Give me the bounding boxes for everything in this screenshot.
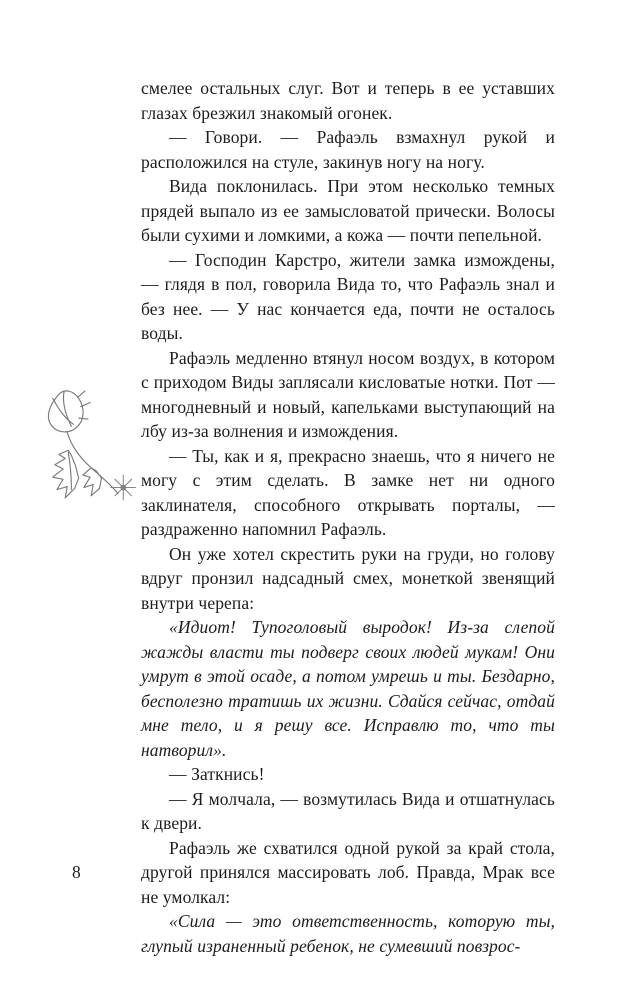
- paragraph: — Говори. — Рафаэль взмахнул рукой и расположился на стуле, закинув ногу на ногу.: [141, 127, 555, 172]
- paragraph: — Ты, как и я, прекрасно знаешь, что я ничего не могу с этим сделать. В замке нет ни одного заклинателя, способного открывать порталы, — раздраженно напомнил Рафаэль.: [141, 445, 555, 539]
- paragraph: — Заткнись!: [169, 764, 265, 784]
- paragraph: Рафаэль медленно втянул носом воздух, в котором с приходом Виды заплясали кисловатые нотки. Пот — многодневный и новый, капельками выступающий на лбу из-за волнения и измождения.: [141, 347, 555, 441]
- flower-illustration: [36, 388, 140, 528]
- paragraph: Рафаэль же схватился одной рукой за край стола, другой принялся массировать лоб. Правда, Мрак все не умолкал:: [141, 837, 555, 907]
- flower-sketch-svg: [36, 388, 140, 528]
- paragraph: Он уже хотел скрестить руки на груди, но голову вдруг пронзил надсадный смех, монеткой звенящий внутри черепа:: [141, 543, 555, 613]
- page-number: 8: [72, 862, 81, 882]
- paragraph: — Господин Карстро, жители замка измождены, — глядя в пол, говорила Вида то, что Рафаэль знал и без нее. — У нас кончается еда, почти не осталось воды.: [141, 249, 555, 343]
- paragraph: Вида поклонилась. При этом несколько темных прядей выпало из ее замысловатой прически. Волосы были сухими и ломкими, а кожа — почти пепельной.: [141, 176, 555, 245]
- paragraph: смелее остальных слуг. Вот и теперь в ее уставших глазах брезжил знакомый огонек.: [141, 78, 555, 123]
- paragraph: «Сила — это ответственность, которую ты, глупый израненный ребенок, не сумевший повзрос-: [141, 911, 555, 956]
- paragraph: «Идиот! Тупоголовый выродок! Из-за слепой жажды власти ты подверг своих людей мукам! Они умрут в этой осаде, а потом умрешь и ты. Бездарно, бесполезно тратишь их жизни. Сдайся сейчас, отдай мне тело, и я решу все. Исправлю то, что ты натворил».: [141, 617, 555, 760]
- body-text: [141, 76, 555, 958]
- paragraph: — Я молчала, — возмутилась Вида и отшатнулась к двери.: [141, 788, 555, 833]
